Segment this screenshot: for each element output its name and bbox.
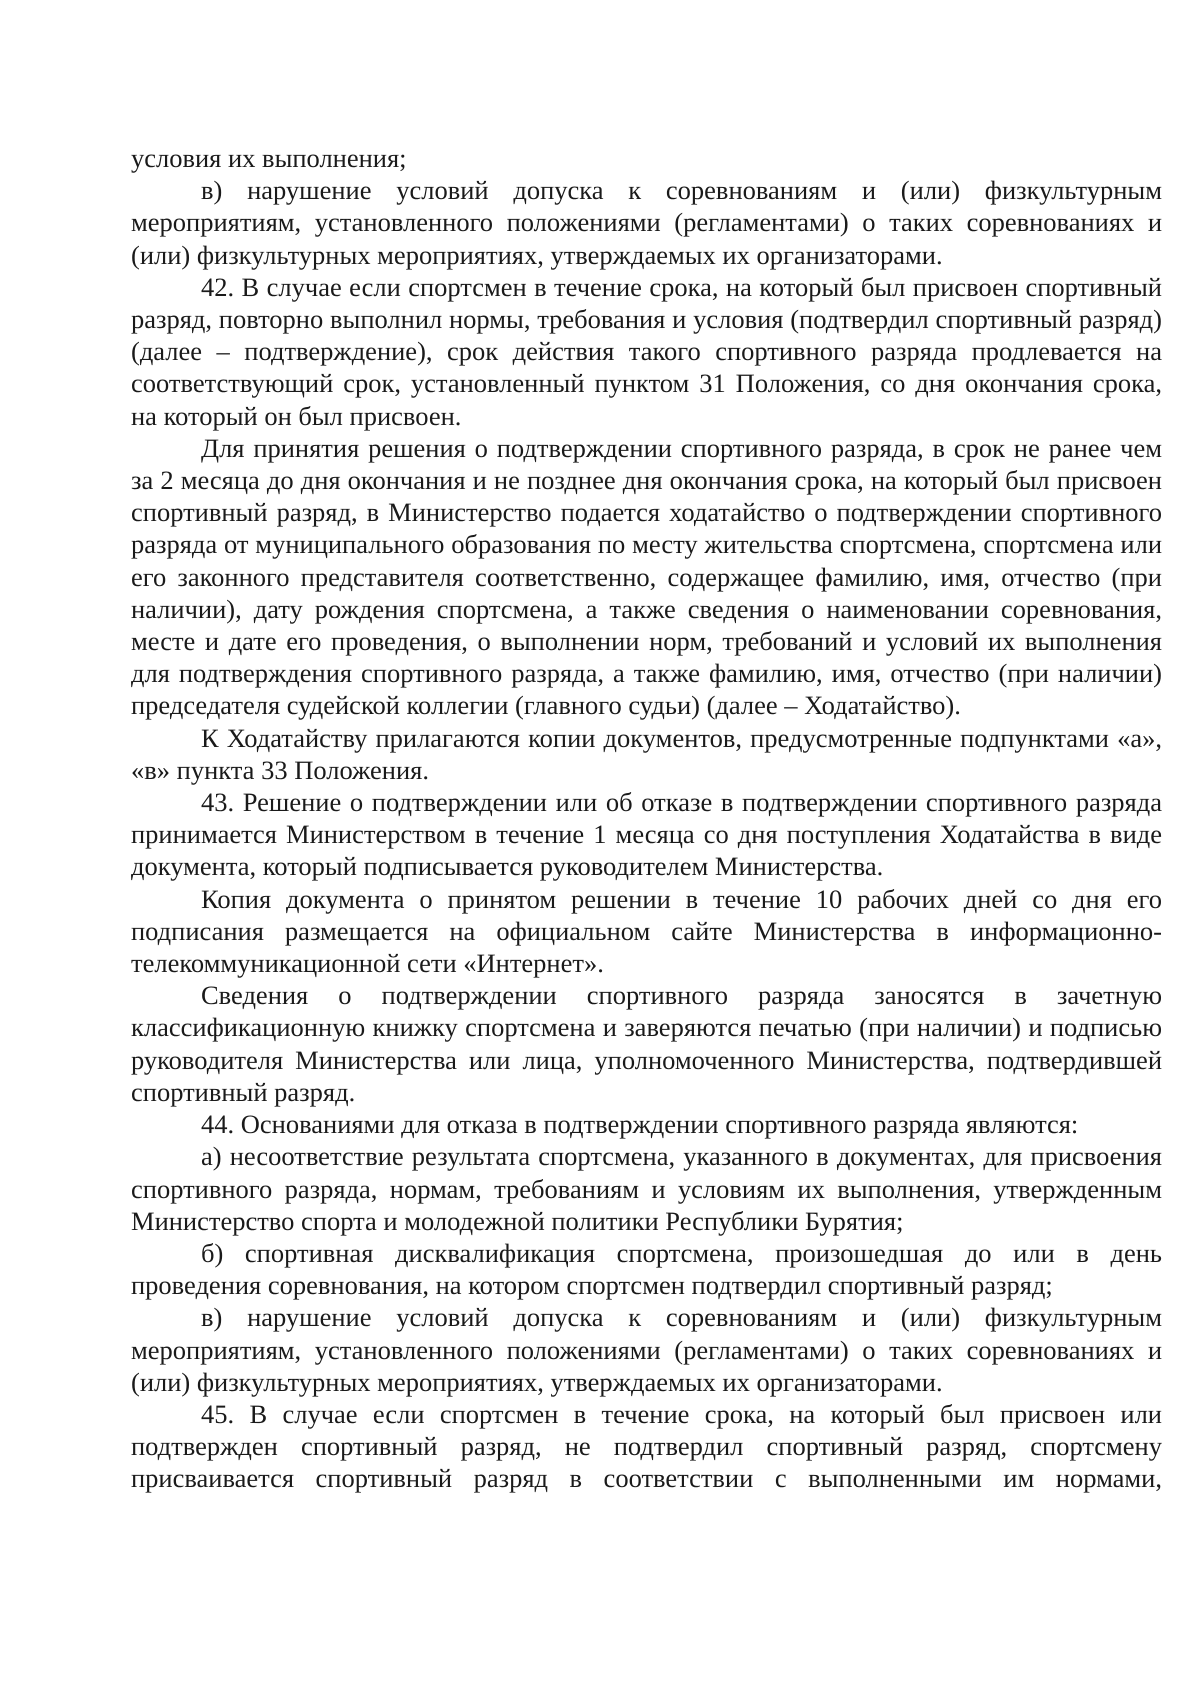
paragraph-44a: а) несоответствие результата спортсмена, указанного в документах, для присвоения спортивного разряда, нормам, требованиям и условиям их выполнения, утвержденным Министерство спорта и молодежной политики Республики Бурятия; bbox=[131, 1141, 1162, 1236]
paragraph-44: 44. Основаниями для отказа в подтверждении спортивного разряда являются: bbox=[201, 1109, 1079, 1140]
paragraph-42-petition: Для принятия решения о подтверждении спортивного разряда, в срок не ранее чем за 2 месяца до дня окончания и не позднее дня окончания срока, на который был присвоен спортивный разряд, в Министерство подается ходатайство о подтверждении спортивного разряда от муниципального образования по месту жительства спортсмена, спортсмена или его законного представителя соответственно, содержащее фамилию, имя, отчество (при наличии), дату рождения спортсмена, а также сведения о наименовании соревнования, месте и дате его проведения, о выполнении норм, требований и условий их выполнения для подтверждения спортивного разряда, а также фамилию, имя, отчество (при наличии) председателя судейской коллегии (главного судьи) (далее – Ходатайство). bbox=[131, 432, 1162, 721]
paragraph-44v: в) нарушение условий допуска к соревнованиям и (или) физкультурным мероприятиям, установленного положениями (регламентами) о таких соревнованиях и (или) физкультурных мероприятиях, утверждаемых их организаторами. bbox=[131, 1302, 1162, 1397]
document-body bbox=[131, 142, 1162, 1495]
paragraph-42: 42. В случае если спортсмен в течение срока, на который был присвоен спортивный разряд, повторно выполнил нормы, требования и условия (подтвердил спортивный разряд) (далее – подтверждение), срок действия такого спортивного разряда продлевается на соответствующий срок, установленный пунктом 31 Положения, со дня окончания срока, на который он был присвоен. bbox=[131, 271, 1162, 431]
paragraph-41v: в) нарушение условий допуска к соревнованиям и (или) физкультурным мероприятиям, установленного положениями (регламентами) о таких соревнованиях и (или) физкультурных мероприятиях, утверждаемых их организаторами. bbox=[131, 175, 1162, 270]
paragraph-42-attachments: К Ходатайству прилагаются копии документов, предусмотренные подпунктами «а», «в» пункта 33 Положения. bbox=[131, 722, 1162, 785]
paragraph-43-records: Сведения о подтверждении спортивного разряда заносятся в зачетную классификационную книжку спортсмена и заверяются печатью (при наличии) и подписью руководителя Министерства или лица, уполномоченного Министерства, подтвердившей спортивный разряд. bbox=[131, 980, 1162, 1107]
paragraph-44b: б) спортивная дисквалификация спортсмена, произошедшая до или в день проведения соревнования, на котором спортсмен подтвердил спортивный разряд; bbox=[131, 1237, 1162, 1301]
paragraph-45: 45. В случае если спортсмен в течение срока, на который был присвоен или подтвержден спортивный разряд, не подтвердил спортивный разряд, спортсмену присваивается спортивный разряд в соответствии с выполненными им нормами, bbox=[131, 1398, 1162, 1494]
paragraph-43-copy: Копия документа о принятом решении в течение 10 рабочих дней со дня его подписания размещается на официальном сайте Министерства в информационно-телекоммуникационной сети «Интернет». bbox=[131, 883, 1162, 979]
paragraph-43: 43. Решение о подтверждении или об отказе в подтверждении спортивного разряда принимается Министерством в течение 1 месяца со дня поступления Ходатайства в виде документа, который подписывается руководителем Министерства. bbox=[131, 787, 1162, 882]
paragraph-continuation: условия их выполнения; bbox=[131, 143, 407, 173]
